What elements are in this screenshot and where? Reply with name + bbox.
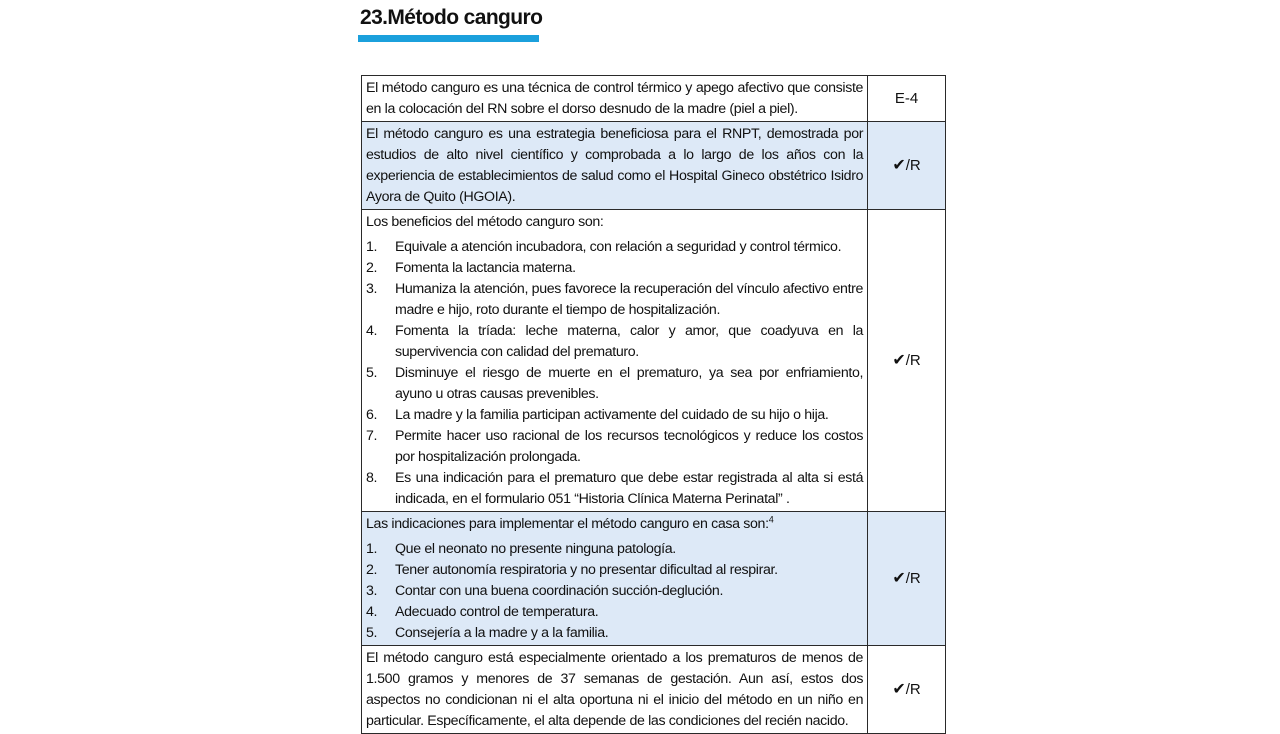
recommendation-grade <box>868 122 946 210</box>
item-text: La madre y la familia participan activamente del cuidado de su hijo o hija. <box>395 407 829 423</box>
item-text: Fomenta la lactancia materna. <box>395 260 576 276</box>
grade-label: /R <box>905 157 921 174</box>
list-intro <box>366 514 863 535</box>
indications-list <box>366 539 863 644</box>
table-row <box>362 512 946 646</box>
recommendation-grade <box>868 646 946 734</box>
list-item <box>366 405 863 426</box>
section-heading: 23.Método canguro <box>360 6 543 29</box>
list-item <box>366 258 863 279</box>
item-text: Adecuado control de temperatura. <box>395 604 599 620</box>
list-item <box>366 426 863 468</box>
item-number: 4. <box>366 604 378 620</box>
list-item <box>366 279 863 321</box>
item-text: Disminuye el riesgo de muerte en el prematuro, ya sea por enfriamiento, ayuno u otras causas prevenibles. <box>395 365 864 402</box>
row-content <box>362 210 868 512</box>
item-number: 4. <box>366 323 378 339</box>
item-text: Es una indicación para el prematuro que debe estar registrada al alta si está indicada, en el formulario 051 “Historia Clínica Materna Perinatal” . <box>395 470 864 507</box>
table-row <box>362 210 946 512</box>
item-text: Que el neonato no presente ninguna patología. <box>395 541 676 557</box>
item-text: Contar con una buena coordinación succión-deglución. <box>395 583 724 599</box>
check-icon: ✔ <box>892 352 906 369</box>
item-number: 5. <box>366 365 378 381</box>
item-text: Fomenta la tríada: leche materna, calor y amor, que coadyuva en la supervivencia con calidad del prematuro. <box>395 323 864 360</box>
list-item <box>366 363 863 405</box>
grade-label: /R <box>905 570 921 587</box>
item-number: 1. <box>366 541 378 557</box>
item-number: 8. <box>366 470 378 486</box>
check-icon: ✔ <box>892 681 906 698</box>
list-item <box>366 602 863 623</box>
check-icon: ✔ <box>892 570 906 587</box>
evidence-level <box>868 76 946 122</box>
item-number: 3. <box>366 281 378 297</box>
item-text: Consejería a la madre y a la familia. <box>395 625 609 641</box>
list-intro: Los beneficios del método canguro son: <box>366 214 604 230</box>
grade-label: /R <box>905 681 921 698</box>
item-number: 6. <box>366 407 378 423</box>
evidence-level-label: E-4 <box>894 90 919 107</box>
item-number: 3. <box>366 583 378 599</box>
list-item <box>366 539 863 560</box>
table-row <box>362 122 946 210</box>
row-text: El método canguro está especialmente orientado a los prematuros de menos de 1.500 gramos y menores de 37 semanas de gestación. Aun así, estos dos aspectos no condicionan ni el alta oportuna ni el inicio del método en un niño en particular. Específicamente, el alta depende de las condiciones del recién nacido. <box>362 646 868 734</box>
item-text: Tener autonomía respiratoria y no presentar dificultad al respirar. <box>395 562 778 578</box>
heading-underline <box>358 35 539 42</box>
list-intro-text: Las indicaciones para implementar el método canguro en casa son: <box>366 516 769 532</box>
list-item <box>366 560 863 581</box>
recommendations-table <box>361 75 946 734</box>
item-number: 5. <box>366 625 378 641</box>
row-text: El método canguro es una técnica de control térmico y apego afectivo que consiste en la colocación del RN sobre el dorso desnudo de la madre (piel a piel). <box>362 76 868 122</box>
row-content <box>362 512 868 646</box>
item-text: Permite hacer uso racional de los recursos tecnológicos y reduce los costos por hospitalización prolongada. <box>395 428 864 465</box>
item-text: Humaniza la atención, pues favorece la recuperación del vínculo afectivo entre madre e hijo, roto durante el tiempo de hospitalización. <box>395 281 864 318</box>
row-text: El método canguro es una estrategia beneficiosa para el RNPT, demostrada por estudios de alto nivel científico y comprobada a lo largo de los años con la experiencia de establecimientos de salud como el Hospital Gineco obstétrico Isidro Ayora de Quito (HGOIA). <box>362 122 868 210</box>
list-item <box>366 581 863 602</box>
item-number: 2. <box>366 260 378 276</box>
benefits-list <box>366 237 863 510</box>
item-number: 7. <box>366 428 378 444</box>
item-number: 2. <box>366 562 378 578</box>
item-number: 1. <box>366 239 378 255</box>
citation-ref: 4 <box>768 514 774 525</box>
recommendation-grade <box>868 210 946 512</box>
grade-label: /R <box>905 352 921 369</box>
recommendation-grade <box>868 512 946 646</box>
list-item <box>366 321 863 363</box>
check-icon: ✔ <box>892 157 906 174</box>
list-item <box>366 468 863 510</box>
item-text: Equivale a atención incubadora, con relación a seguridad y control térmico. <box>395 239 842 255</box>
table-row <box>362 646 946 734</box>
table-row <box>362 76 946 122</box>
list-item <box>366 623 863 644</box>
list-item <box>366 237 863 258</box>
